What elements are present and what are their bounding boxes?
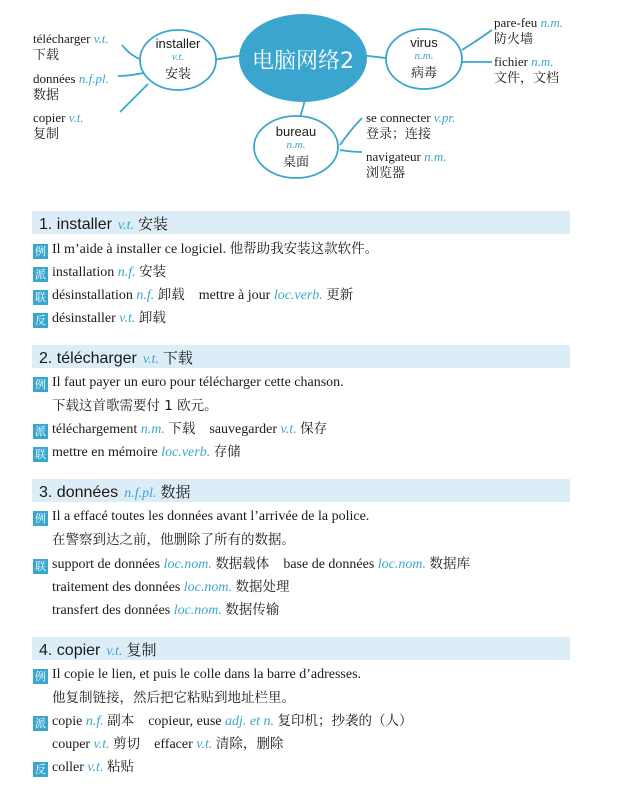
example-line: 例 Il m’aide à installer ce logiciel. 他帮助我安装这款软件。 (35, 241, 379, 258)
mindmap-leaf-seconnecter: se connecter v.pr. 登录；连接 (366, 110, 456, 142)
antonym-line: 反 coller v.t. 粘贴 (35, 759, 134, 776)
entry-header-4: 4. copier v.t. 复制 (32, 637, 570, 660)
example-line: 例 Il copie le lien, et puis le colle dans la barre d’adresses. (35, 667, 362, 683)
derived-tag: 派 (35, 717, 46, 730)
entry-header-1: 1. installer v.t. 安装 (32, 211, 570, 234)
mindmap-leaf-telecharger: télécharger v.t. 下载 (33, 31, 109, 63)
mindmap-leaf-parefeu: pare-feu n.m. 防火墙 (494, 15, 563, 47)
related-line-cont: transfert des données loc.nom. 数据传输 (52, 602, 280, 618)
entry-header-2: 2. télécharger v.t. 下载 (32, 345, 570, 368)
related-tag: 联 (35, 560, 46, 573)
antonym-tag: 反 (35, 314, 46, 327)
related-line-cont: traitement des données loc.nom. 数据处理 (52, 579, 290, 595)
mindmap-node-installer: installer v.t. 安装 (155, 36, 201, 82)
related-line: 联 désinstallation n.f. 卸载 mettre à jour loc.verb. 更新 (35, 287, 354, 304)
derived-line: 派 téléchargement n.m. 下载 sauvegarder v.t. 保存 (35, 421, 328, 438)
mindmap-node-bureau: bureau n.m. 桌面 (275, 124, 317, 170)
example-translation: 下载这首歌需要付 1 欧元。 (52, 398, 218, 414)
antonym-line: 反 désinstaller v.t. 卸载 (35, 310, 166, 327)
related-line: 联 mettre en mémoire loc.verb. 存储 (35, 444, 241, 461)
related-tag: 联 (35, 448, 46, 461)
derived-line: 派 installation n.f. 安装 (35, 264, 167, 281)
example-translation: 在警察到达之前，他删除了所有的数据。 (52, 532, 295, 548)
related-line: 联 support de données loc.nom. 数据载体 base de données loc.nom. 数据库 (35, 556, 470, 573)
mindmap-leaf-fichier: fichier n.m. 文件，文档 (494, 54, 560, 86)
related-tag: 联 (35, 291, 46, 304)
derived-line: 派 copie n.f. 副本 copieur, euse adj. et n. 复印机；抄袭的（人） (35, 713, 413, 730)
mindmap-leaf-copier: copier v.t. 复制 (33, 110, 84, 142)
mindmap-leaf-navigateur: navigateur n.m. 浏览器 (366, 149, 447, 181)
example-tag: 例 (35, 245, 46, 258)
derived-tag: 派 (35, 268, 46, 281)
entry-header-3: 3. données n.f.pl. 数据 (32, 479, 570, 502)
mindmap-center-title: 电脑网络2 (252, 49, 354, 74)
example-line: 例 Il faut payer un euro pour télécharger cette chanson. (35, 375, 344, 391)
example-line: 例 Il a effacé toutes les données avant l’arrivée de la police. (35, 509, 370, 525)
example-tag: 例 (35, 512, 46, 525)
example-tag: 例 (35, 378, 46, 391)
derived-tag: 派 (35, 425, 46, 438)
mindmap-leaf-donnees: données n.f.pl. 数据 (33, 71, 109, 103)
example-translation: 他复制链接，然后把它粘贴到地址栏里。 (52, 690, 295, 706)
example-tag: 例 (35, 670, 46, 683)
derived-line-cont: couper v.t. 剪切 effacer v.t. 清除，删除 (52, 736, 284, 752)
mindmap-node-virus: virus n.m. 病毒 (410, 35, 438, 81)
antonym-tag: 反 (35, 763, 46, 776)
